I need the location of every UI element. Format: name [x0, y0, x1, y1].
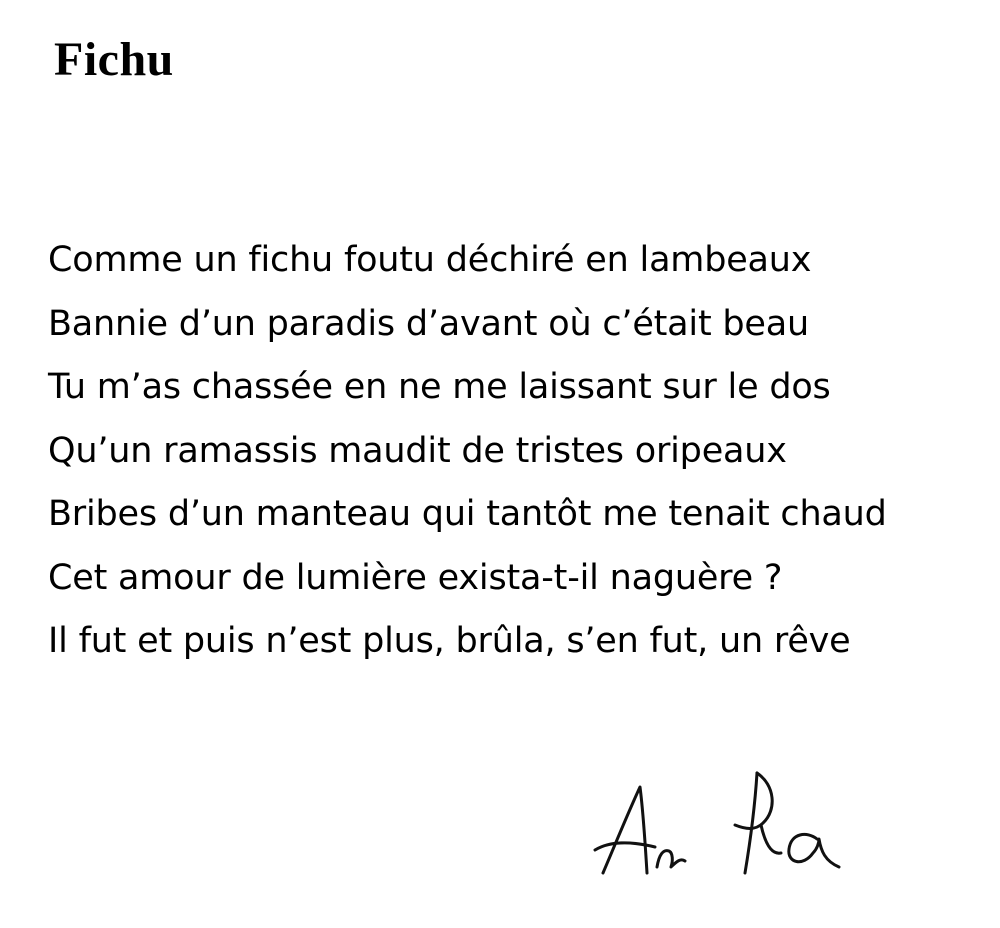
- poem-verse-5: Bribes d’un manteau qui tantôt me tenait chaud: [48, 494, 887, 534]
- poem-verse-2: Bannie d’un paradis d’avant où c’était beau: [48, 303, 809, 344]
- poem-verse-6: Cet amour de lumière exista-t-il naguère ?: [48, 557, 783, 598]
- signature-stroke-r-stem: [745, 773, 757, 873]
- signature-stroke-n: [657, 851, 685, 867]
- poem-verse-4: Qu’un ramassis maudit de tristes oripeaux: [48, 430, 787, 471]
- handwritten-signature: [585, 755, 860, 895]
- poem-body: [48, 229, 887, 674]
- poem-verse-7: Il fut et puis n’est plus, brûla, s’en fut, un rêve: [48, 621, 851, 661]
- signature-stroke-a: [603, 787, 647, 873]
- poem-title: Fichu: [54, 33, 174, 86]
- signature-stroke-r-leg: [761, 825, 781, 853]
- poem-verse-3: Tu m’as chassée en ne me laissant sur le dos: [48, 367, 831, 407]
- signature-stroke-a2: [789, 834, 839, 867]
- poem-verse-1: Comme un fichu foutu déchiré en lambeaux: [48, 240, 812, 280]
